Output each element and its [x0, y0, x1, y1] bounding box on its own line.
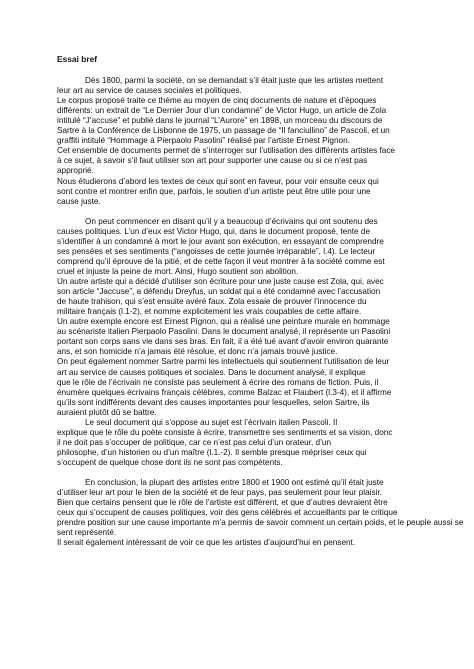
body-line: Le corpus proposé traite ce thème au moyen de cinq documents de nature et d’époques: [57, 96, 377, 106]
body-line: philosophe, d’un historien ou d’un maître (l.1.-2). Il semble presque mépriser ceux qui: [57, 447, 367, 457]
body-line: que le rôle de l’écrivain ne consiste pas seulement à écrire des romans de fiction. Puis, il: [57, 377, 379, 387]
body-line: En conclusion, la plupart des artistes entre 1800 et 1900 ont estimé qu’il était juste: [85, 478, 384, 487]
body-line: ses pensées et ses sentiments (“angoisses de cette journée irréparable”, l.4). Le lecteur: [57, 246, 376, 256]
body-line: Sartre à la Conférence de Lisbonne de 1975, un passage de “Il fanciullino” de Pascoli, et un: [57, 126, 390, 136]
body-line: On peut également nommer Sartre parmi les intellectuels qui soutiennent l’utilisation de leur: [57, 357, 390, 367]
body-line: prendre position sur une cause importante m’a permis de savoir comment un certain poids, et le peuple aussi se: [57, 518, 464, 528]
body-line: portant son corps sans vie dans ses bras. En fait, il a été tué avant d’avoir environ quarante: [57, 337, 389, 347]
body-line: au scénariste italien Pierpaolo Pasolini. Dans le document analysé, il représente un Pasolini: [57, 327, 391, 337]
body-line: son article “Jaccuse”, a défendu Dreyfus, un soldat qui a été condamné avec l’accusation: [57, 287, 381, 297]
body-line: Un autre artiste qui a décidé d’utiliser son écriture pour une juste cause est Zola, qui, avec: [57, 277, 384, 286]
body-line: de haute trahison, qui s’est ensuite avéré faux. Zola essaie de prouver l’innocence du: [57, 297, 367, 307]
document-title: Essai bref: [57, 54, 98, 64]
body-line: leur art au service de causes sociales et politiques.: [57, 86, 242, 95]
body-line: s’occupent de quelque chose dont ils ne sont pas compétents.: [57, 457, 283, 467]
body-line: Le seul document qui s’oppose au sujet est l’écrivain italien Pascoli. Il: [85, 417, 338, 427]
body-line: Un autre exemple encore est Ernest Pignon, qui a réalisé une peinture murale en hommage: [57, 317, 390, 327]
body-line: ceux qui s’occupent de causes politiques, voir des gens célèbres et accueillants par le critique: [57, 508, 398, 518]
body-line: graffiti intitulé “Hommage à Pierpaolo Pasolini” réalisé par l’artiste Ernest Pignon.: [57, 136, 350, 146]
body-line: sont contre et montrer enfin que, parfois, le soutien d’un artiste peut être utile pour une: [57, 186, 371, 196]
body-line: auraient plutôt dû se battre.: [57, 407, 157, 417]
body-line: sent représenté.: [57, 528, 117, 538]
body-line: art au service de causes politiques et sociales. Dans le document analysé, il explique: [57, 367, 366, 377]
body-line: approprié.: [57, 166, 94, 176]
body-line: cruel et injuste la peine de mort. Ainsi, Hugo soutient son abolition.: [57, 267, 299, 276]
body-line: causes politiques. L’un d’eux est Victor Hugo, qui, dans le document proposé, tente de: [57, 226, 370, 236]
body-line: cause juste.: [57, 196, 101, 206]
body-line: Dès 1800, parmi la société, on se demandait s’il était juste que les artistes mettent: [85, 76, 384, 85]
body-line: On peut commencer en disant qu’il y a beaucoup d’écrivains qui ont soutenu des: [85, 216, 378, 226]
body-line: qu’ils sont indifférents devant des causes importantes pour lesquelles, selon Sartre, ils: [57, 397, 370, 407]
body-line: différents: un extrait de “Le Dernier Jour d’un condamné” de Victor Hugo, un article de Zola: [57, 106, 387, 116]
body-line: explique que le rôle du poète consiste à écrire, transmettre ses sentiments et sa vision, donc: [57, 427, 393, 437]
body-line: Bien que certains pensent que le rôle de l’artiste est différent, et que d’autres devraient être: [57, 498, 388, 508]
body-line: comprend qu’il éprouve de la pitié, et de cette façon il veut montrer à la société comme est: [57, 256, 385, 266]
body-line: ans, et son homicide n’a jamais été résolue, et donc n’a jamais trouvé justice.: [57, 347, 338, 357]
body-line: énumère quelques écrivains français célèbres, comme Balzac et Flaubert (l.3-4), et il affirme: [57, 387, 392, 397]
body-line: militaire français (l.1-2), et nomme explicitement les vrais coupables de cette affaire.: [57, 307, 362, 317]
body-line: Cet ensemble de documents permet de s’interroger sur l’utilisation des différents artistes face: [57, 146, 395, 156]
body-line: il ne doit pas s’occuper de politique, car ce n’est pas celui d’un orateur, d’un: [57, 437, 331, 447]
body-line: Il serait également intéressant de voir ce que les artistes d’aujourd’hui en pensent.: [57, 538, 356, 548]
body-line: intitulé “J’accuse” et publié dans le journal “L’Aurore” en 1898, un morceau du discours de: [57, 116, 383, 126]
body-line: Nous étudierons d’abord les textes de ceux qui sont en faveur, pour voir ensuite ceux qui: [57, 176, 379, 186]
body-line: à ce sujet, à savoir s’il faut utiliser son art pour supporter une cause ou si ce n’est pas: [57, 156, 368, 166]
body-line: s’identifier à un condamné à mort le jour avant son exécution, en essayant de comprendre: [57, 236, 384, 246]
body-line: d’utiliser leur art pour le bien de la société et de leur pays, pas seulement pour leur plaisir.: [57, 488, 382, 498]
